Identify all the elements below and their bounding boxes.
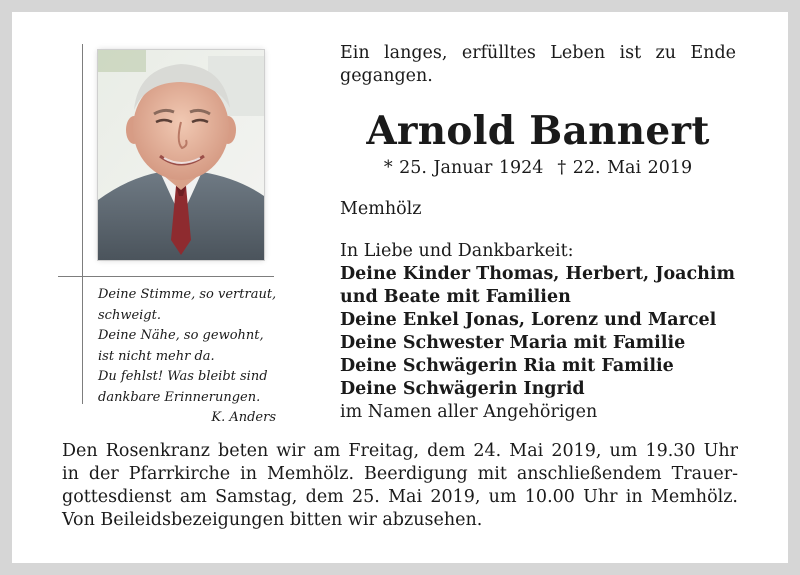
place-of-residence: Memhölz	[340, 199, 422, 219]
family-member-line: Deine Schwägerin Ria mit Familie	[340, 356, 674, 376]
notice-line: Den Rosenkranz beten wir am Freitag, dem 24. Mai 2019, um 19.30 Uhr	[62, 441, 738, 461]
family-member-line: Deine Enkel Jonas, Lorenz und Marcel	[340, 310, 717, 330]
notice-line: in der Pfarrkirche in Memhölz. Beerdigung mit anschließendem Trauer-	[62, 464, 738, 484]
poem-line: dankbare Erinnerungen.	[98, 389, 261, 405]
vertical-rule	[82, 44, 83, 404]
portrait-photo	[98, 50, 264, 260]
poem-line: Deine Nähe, so gewohnt,	[98, 328, 264, 343]
poem-line: ist nicht mehr da.	[98, 348, 215, 364]
notice-line: Von Beileidsbezeigungen bitten wir abzusehen.	[62, 510, 483, 530]
obituary-card	[12, 12, 788, 563]
family-member-line: und Beate mit Familien	[340, 287, 571, 307]
deceased-name: Arnold Bannert	[366, 108, 710, 154]
notice-line: gottesdienst am Samstag, dem 25. Mai 2019, um 10.00 Uhr in Memhölz.	[62, 487, 738, 507]
death-date: † 22. Mai 2019	[557, 158, 693, 178]
poem-line: Du fehlst! Was bleibt sind	[98, 369, 268, 384]
intro-text: Ein langes, erfülltes Leben ist zu Ende gegangen.	[340, 43, 736, 86]
life-dates	[340, 158, 736, 178]
poem-author: K. Anders	[211, 410, 276, 425]
family-member-line: Deine Schwägerin Ingrid	[340, 379, 585, 399]
family-list	[340, 240, 735, 424]
family-member-line: Deine Schwester Maria mit Familie	[340, 333, 686, 353]
family-member-line: Deine Kinder Thomas, Herbert, Joachim	[340, 264, 736, 284]
family-closing: im Namen aller Angehörigen	[340, 402, 598, 422]
poem-line: schweigt.	[98, 307, 161, 323]
poem	[98, 285, 276, 429]
portrait-image	[98, 50, 264, 260]
poem-line: Deine Stimme, so vertraut,	[98, 287, 277, 302]
service-notice	[62, 440, 738, 532]
family-lead: In Liebe und Dankbarkeit:	[340, 241, 574, 261]
horizontal-rule	[58, 276, 274, 277]
birth-date: * 25. Januar 1924	[383, 158, 544, 178]
